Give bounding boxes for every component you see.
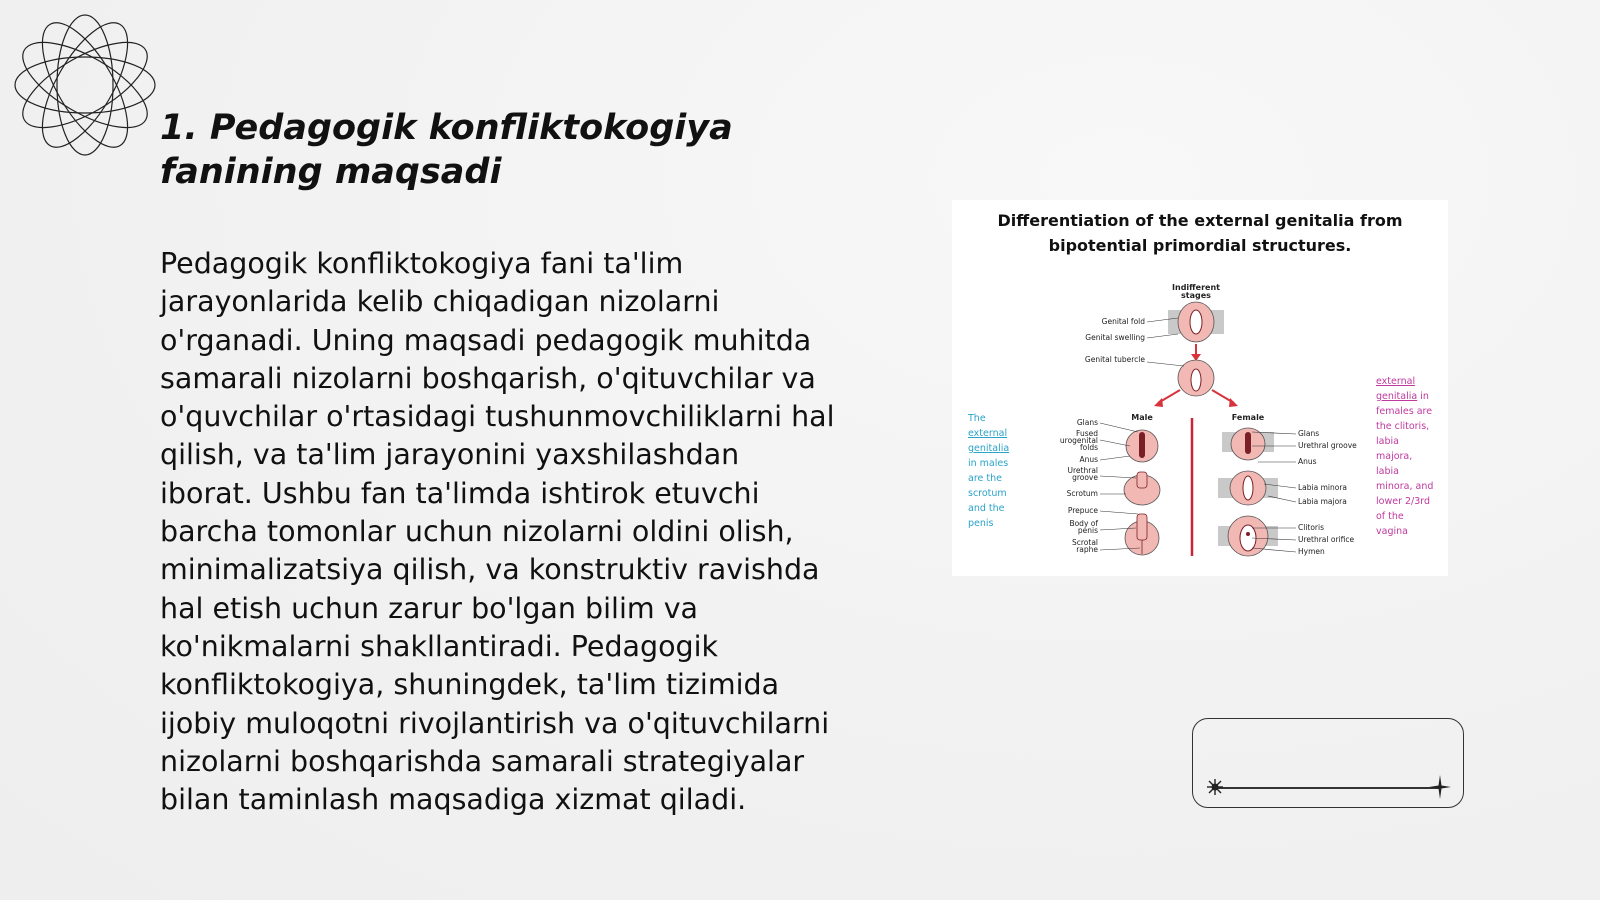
female-header: Female [1231, 413, 1265, 422]
slider-track [1215, 787, 1441, 789]
indifferent-organ-1-groove [1190, 310, 1202, 334]
slide-title: 1. Pedagogik konfliktokogiya fanining maqsadi [160, 108, 733, 192]
male-note-text-2: in males are the scrotum and the penis [968, 458, 1009, 529]
male-note-link[interactable]: external genitalia [968, 428, 1010, 454]
label-male-scrotal-2: raphe [1076, 545, 1098, 554]
label-genital-fold: Genital fold [1101, 317, 1145, 326]
label-male-urethral-1: Urethral [1067, 466, 1098, 475]
label-genital-swelling: Genital swelling [1085, 333, 1145, 342]
sun-burst-icon [1205, 777, 1225, 797]
label-female-clitoris: Clitoris [1298, 523, 1325, 532]
figure-title-line-1: Differentiation of the external genitalia from [997, 211, 1403, 230]
female-note [1376, 374, 1436, 539]
male-note [968, 411, 1018, 531]
label-female-glans: Glans [1298, 429, 1320, 438]
genitalia-differentiation-figure [952, 200, 1448, 576]
female-note-link[interactable]: external genitalia [1376, 376, 1418, 402]
label-male-urethral-2: groove [1072, 473, 1098, 482]
male-header: Male [1131, 413, 1153, 422]
label-male-anus: Anus [1079, 455, 1098, 464]
label-female-urethral-groove: Urethral groove [1298, 441, 1357, 450]
indifferent-label-2: stages [1181, 291, 1211, 300]
label-male-prepuce: Prepuce [1067, 506, 1098, 515]
label-genital-tubercle: Genital tubercle [1084, 355, 1145, 364]
label-female-anus: Anus [1298, 457, 1317, 466]
label-male-glans: Glans [1076, 418, 1098, 427]
label-male-fused-3: folds [1080, 443, 1098, 452]
decorative-slider-box [1192, 718, 1464, 808]
label-female-hymen: Hymen [1298, 547, 1325, 556]
label-female-urethral-orifice: Urethral orifice [1298, 535, 1355, 544]
sparkle-star-icon [1429, 775, 1451, 799]
label-male-scrotal-1: Scrotal [1071, 538, 1098, 547]
slide-body-text: Pedagogik konfliktokogiya fani ta'lim jarayonlarida kelib chiqadigan nizolarni o'rganadi. Uning maqsadi pedagogik muhitda samarali nizolarni boshqarish, o'qituvchilar va o'quvchilar o'rtasidagi tushunmovchiliklarni hal qilish, va ta'lim jarayonini yaxshilashdan iborat. Ushbu fan ta'limda ishtirok etuvchi barcha tomonlar uchun nizolarni oldini olish, minimalizatsiya qilish, va konstruktiv ravishda hal etish uchun zarur bo'lgan bilim va ko'nikmalarni shakllantiradi. Pedagogik konfliktokogiya, shuningdek, ta'lim tizimida ijobiy muloqotni rivojlantirish va o'qituvchilarni nizolarni boshqarishda samarali strategiyalar bilan taminlash maqsadiga xizmat qiladi. [160, 247, 835, 817]
figure-diagram [952, 200, 1448, 576]
label-male-fused-2: urogenital [1059, 436, 1098, 445]
label-male-fused-1: Fused [1076, 429, 1098, 438]
spirograph-rings-icon [10, 10, 160, 160]
label-male-body-1: Body of [1069, 519, 1098, 528]
female-note-text: in females are the clitoris, labia majora, labia minora, and lower 2/3rd of the vagina [1376, 391, 1434, 537]
label-male-body-2: penis [1077, 526, 1098, 535]
male-note-text-1: The [968, 413, 986, 424]
label-female-labia-minora: Labia minora [1298, 483, 1348, 492]
label-female-labia-majora: Labia majora [1298, 497, 1347, 506]
figure-title-line-2: bipotential primordial structures. [1048, 236, 1352, 255]
label-male-scrotum: Scrotum [1066, 489, 1098, 498]
indifferent-label-1: Indifferent [1172, 283, 1220, 292]
